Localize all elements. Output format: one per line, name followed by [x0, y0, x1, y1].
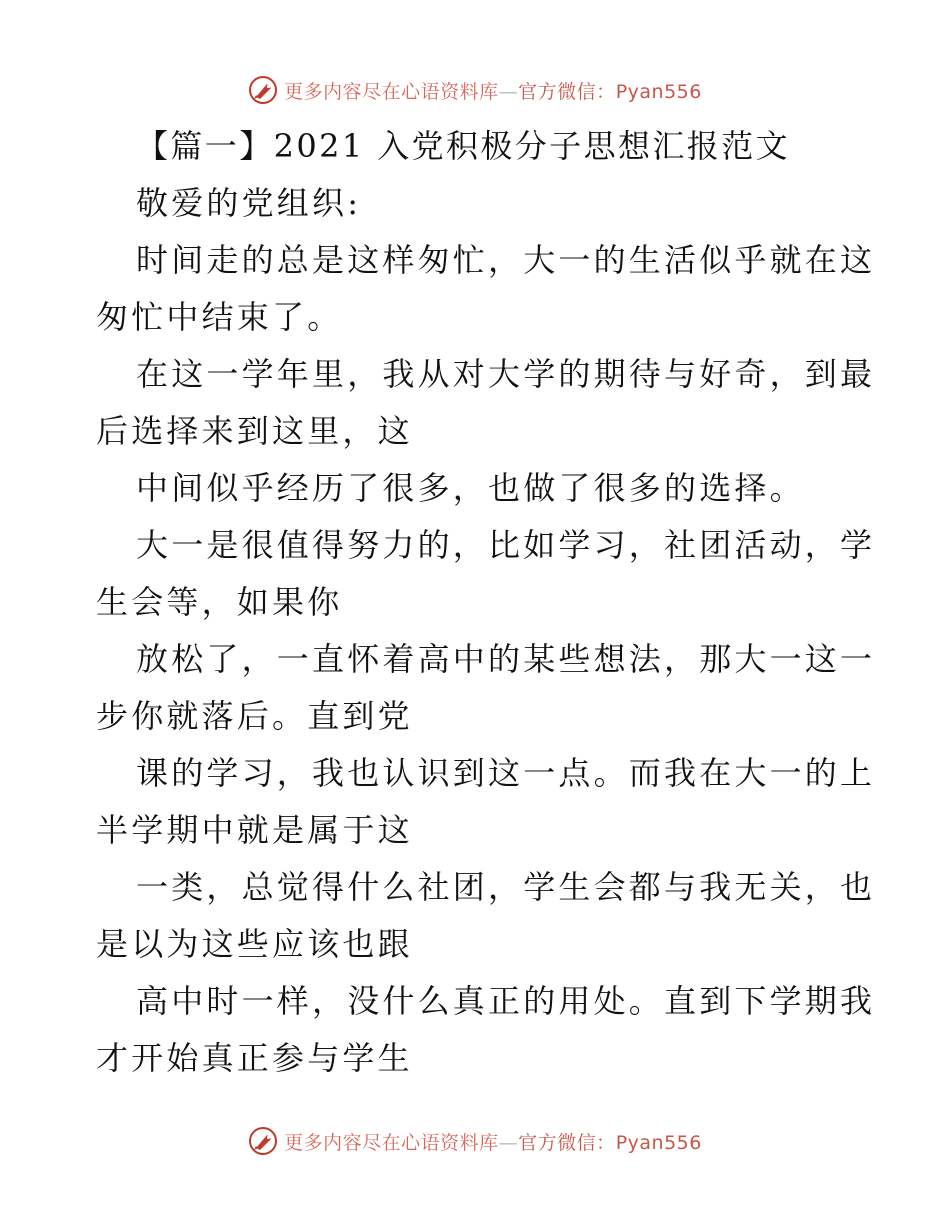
paragraph-line: 课的学习，我也认识到这一点。而我在大一的上	[136, 754, 876, 792]
paragraph-line: 一类，总觉得什么社团，学生会都与我无关，也	[136, 868, 876, 906]
pen-nib-logo-icon	[248, 75, 278, 105]
paragraph-line: 是以为这些应该也跟	[96, 925, 413, 963]
paragraph-line: 高中时一样，没什么真正的用处。直到下学期我	[136, 982, 876, 1020]
salutation: 敬爱的党组织:	[136, 184, 362, 222]
paragraph-line: 中间似乎经历了很多，也做了很多的选择。	[136, 469, 805, 507]
paragraph-line: 大一是很值得努力的，比如学习，社团活动，学	[136, 526, 876, 564]
paragraph-line: 步你就落后。直到党	[96, 697, 413, 735]
pen-nib-logo-icon	[248, 1126, 278, 1156]
paragraph-line: 半学期中就是属于这	[96, 811, 413, 849]
paragraph-line: 时间走的总是这样匆忙，大一的生活似乎就在这	[136, 241, 876, 279]
document-title: 【篇一】2021 入党积极分子思想汇报范文	[136, 127, 791, 165]
watermark-banner-top	[0, 70, 950, 110]
paragraph-line: 匆忙中结束了。	[96, 298, 343, 336]
watermark-text: 更多内容尽在心语资料库—官方微信：Pyan556	[284, 1131, 702, 1154]
document-body	[96, 118, 876, 1087]
paragraph-line: 后选择来到这里，这	[96, 412, 413, 450]
paragraph-line: 生会等，如果你	[96, 583, 343, 621]
watermark-banner-bottom	[0, 1121, 950, 1161]
paragraph-line: 在这一学年里，我从对大学的期待与好奇，到最	[136, 355, 876, 393]
watermark-text: 更多内容尽在心语资料库—官方微信：Pyan556	[284, 80, 702, 103]
paragraph-line: 放松了，一直怀着高中的某些想法，那大一这一	[136, 640, 876, 678]
paragraph-line: 才开始真正参与学生	[96, 1039, 413, 1077]
